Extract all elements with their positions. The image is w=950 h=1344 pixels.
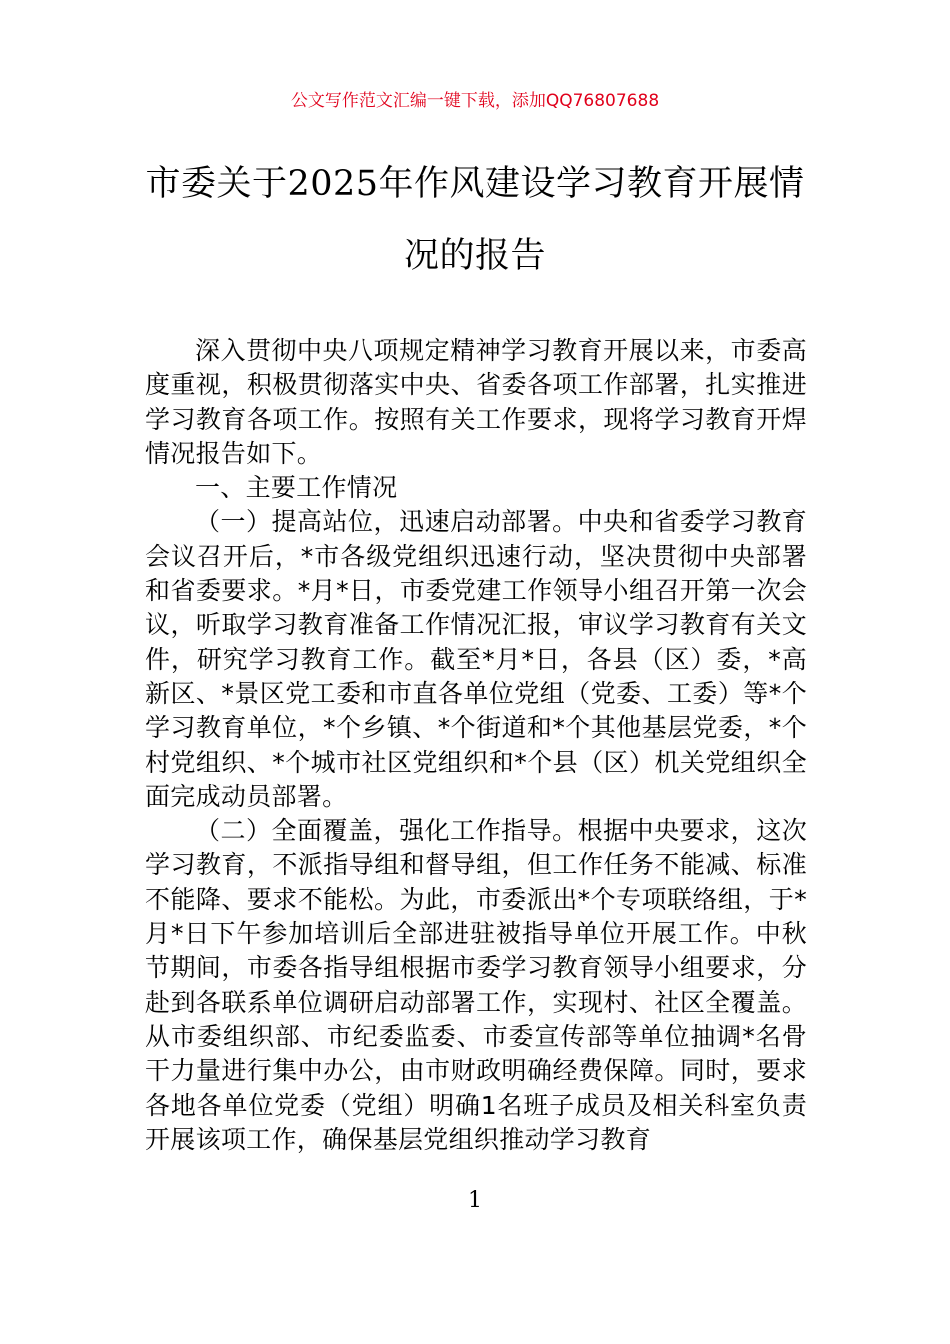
page-number: 1 xyxy=(468,1188,482,1213)
paragraph-section-1: （一）提高站位，迅速启动部署。中央和省委学习教育会议召开后，*市各级党组织迅速行动，坚决贯彻中央部署和省委要求。*月*日，市委党建工作领导小组召开第一次会议，听取学习教育准备工作情况汇报，审议学习教育有关文件，研究学习教育工作。截至*月*日，各县（区）委，*高新区、*景区党工委和市直各单位党组（党委、工委）等*个学习教育单位，*个乡镇、*个街道和*个其他基层党委，*个村党组织、*个城市社区党组织和*个县（区）机关党组织全面完成动员部署。 xyxy=(145,507,807,811)
paragraph-intro: 深入贯彻中央八项规定精神学习教育开展以来，市委高度重视，积极贯彻落实中央、省委各项工作部署，扎实推进学习教育各项工作。按照有关工作要求，现将学习教育开焊情况报告如下。 xyxy=(145,336,807,468)
section-heading: 一、主要工作情况 xyxy=(195,473,398,503)
document-body xyxy=(145,334,807,1157)
header-note: 公文写作范文汇编一键下载，添加QQ76807688 xyxy=(290,91,660,111)
document-title: 市委关于2025年作风建设学习教育开展情况的报告 xyxy=(145,164,805,276)
paragraph-section-2: （二）全面覆盖，强化工作指导。根据中央要求，这次学习教育，不派指导组和督导组，但工作任务不能减、标准不能降、要求不能松。为此，市委派出*个专项联络组，于*月*日下午参加培训后全部进驻被指导单位开展工作。中秋节期间，市委各指导组根据市委学习教育领导小组要求，分赴到各联系单位调研启动部署工作，实现村、社区全覆盖。从市委组织部、市纪委监委、市委宣传部等单位抽调*名骨干力量进行集中办公，由市财政明确经费保障。同时，要求各地各单位党委（党组）明确1名班子成员及相关科室负责开展该项工作，确保基层党组织推动学习教育 xyxy=(145,816,807,1154)
